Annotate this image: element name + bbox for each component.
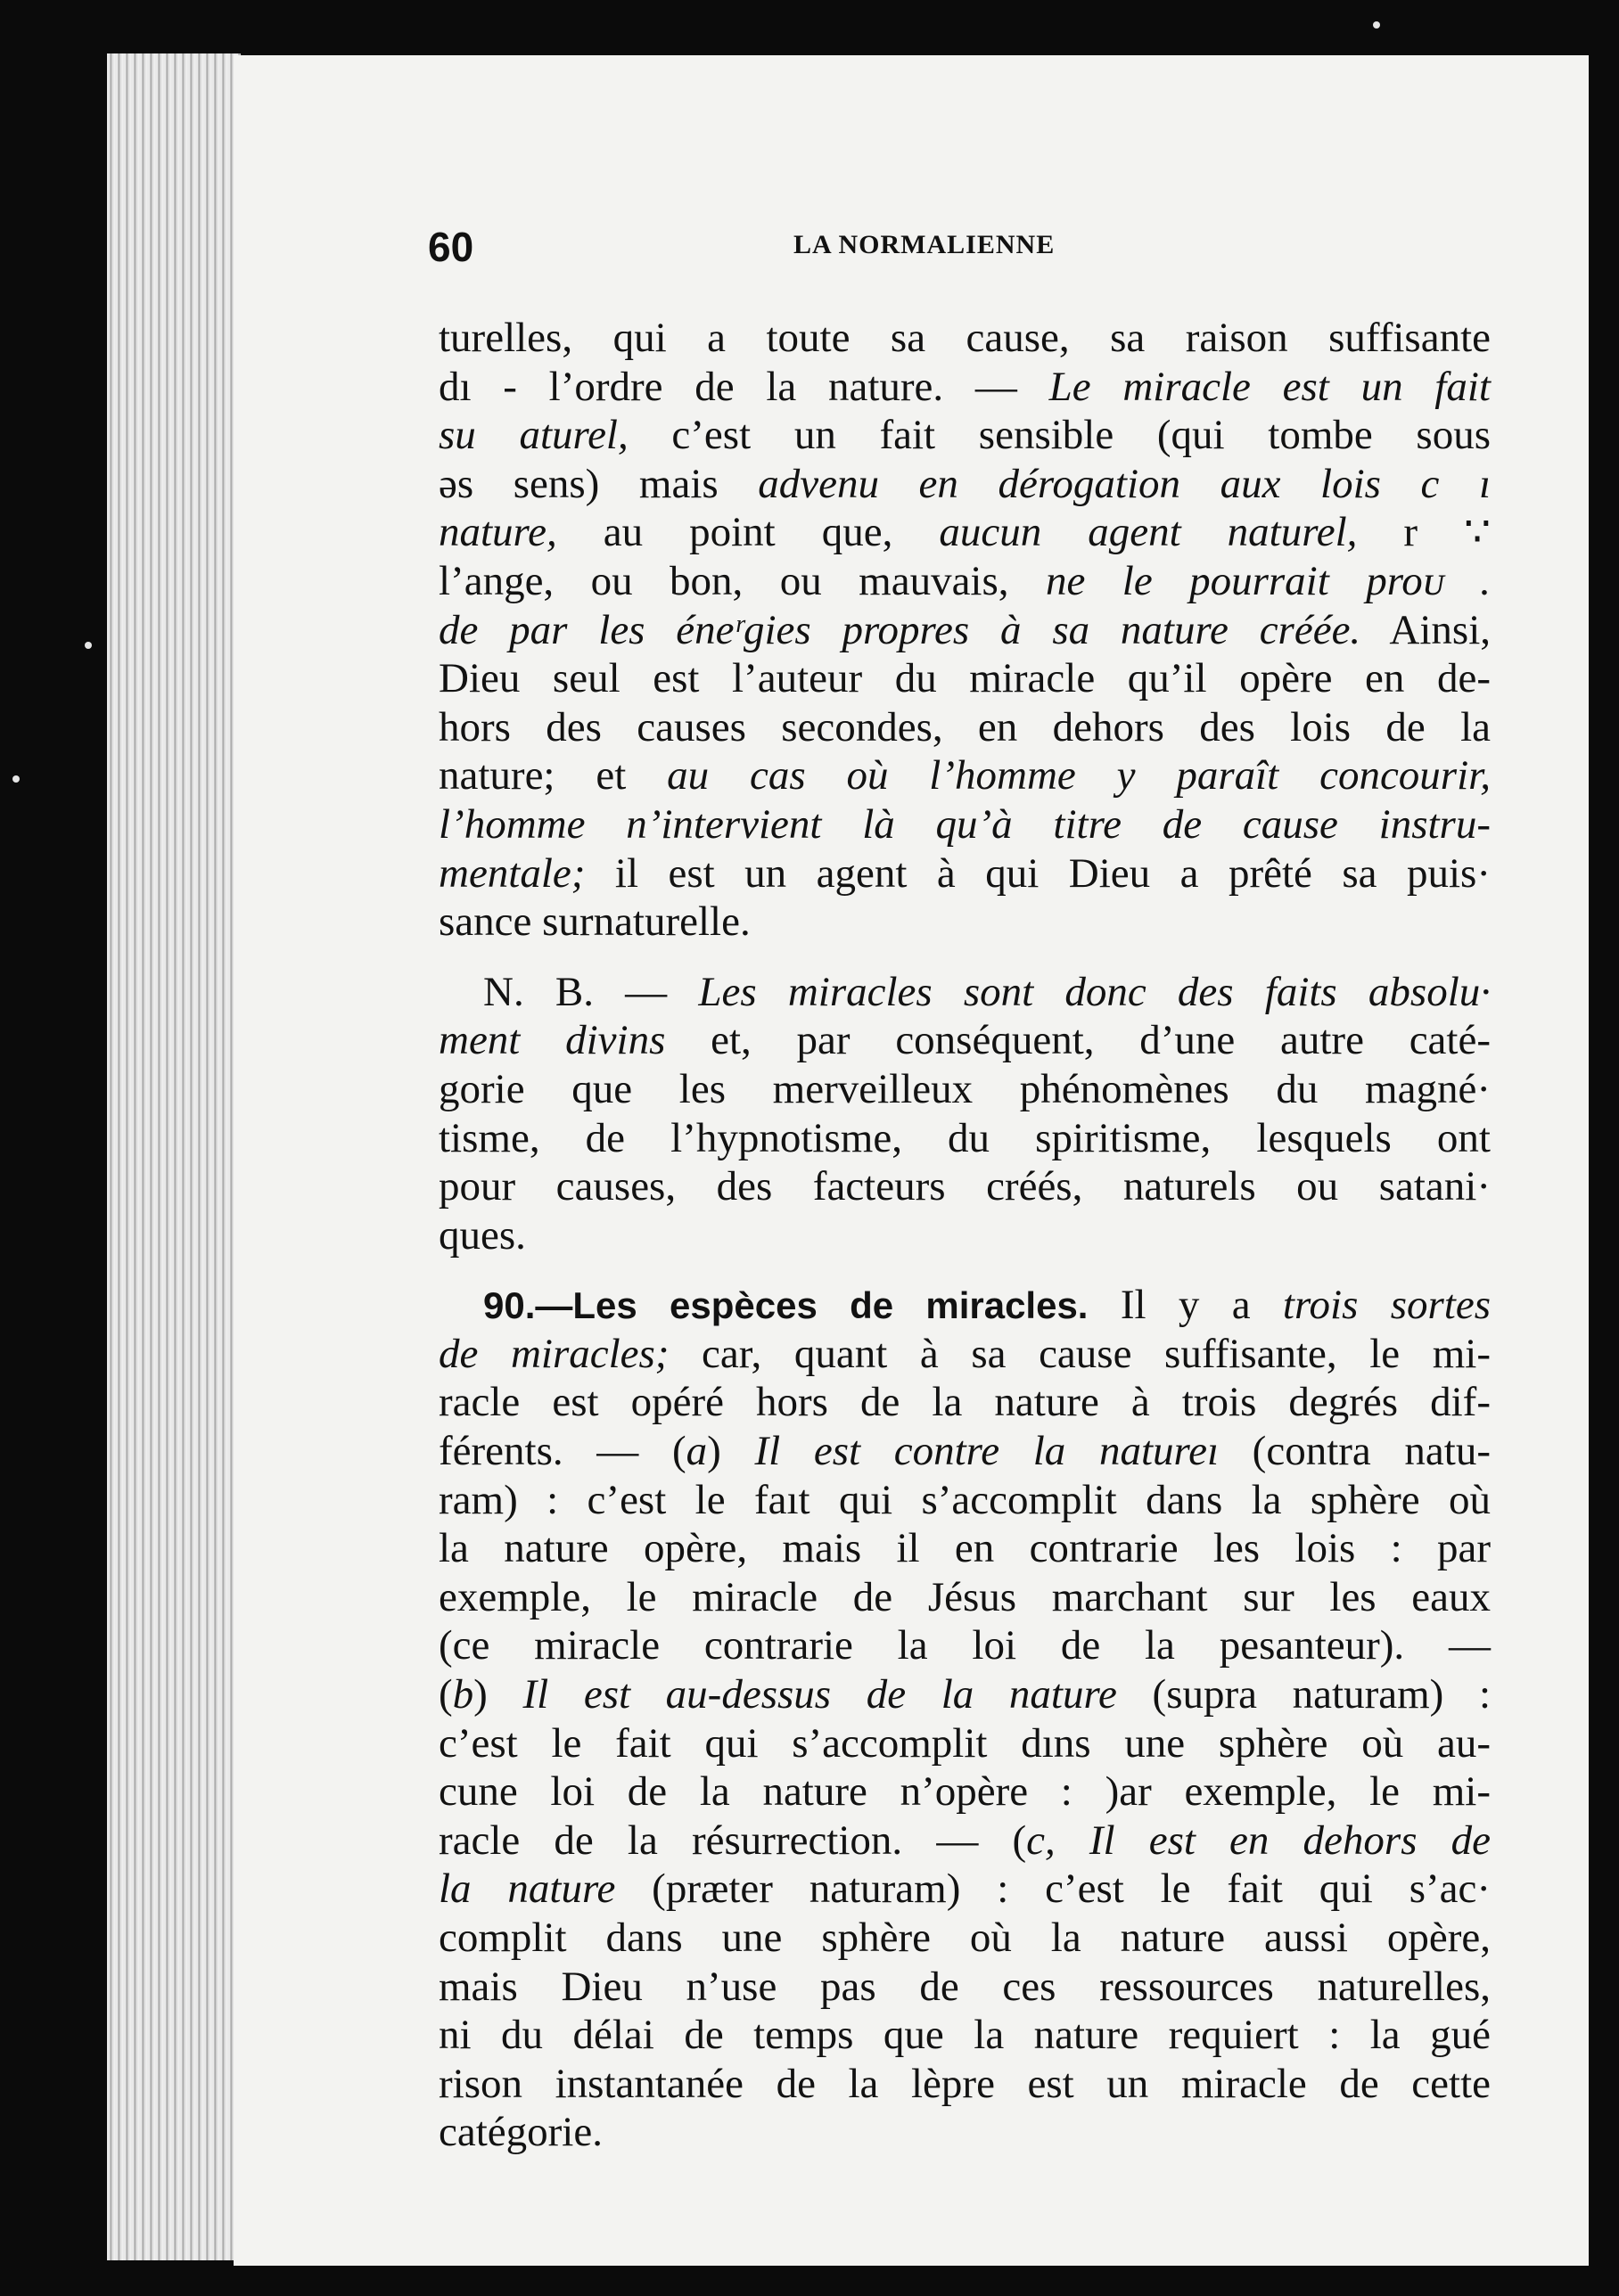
italic-text: l’homme n’intervient là qu’à titre de cause instru-	[439, 800, 1491, 848]
text-segment: l’ange, ou bon, ou mauvais,	[439, 557, 1046, 604]
text-line	[439, 1621, 1491, 1670]
text-segment: il est un agent à qui Dieu a prêté sa puis·	[585, 849, 1491, 897]
text-segment: rison instantanée de la lèpre est un miracle de cette	[439, 2060, 1491, 2107]
text-segment: hors des causes secondes, en dehors des lois de la	[439, 703, 1491, 750]
italic-text: trois sortes	[1282, 1282, 1491, 1329]
text-line	[439, 898, 1491, 947]
text-line	[439, 1865, 1491, 1914]
text-segment: )	[707, 1428, 755, 1475]
text-line	[439, 1114, 1491, 1163]
italic-text: Il est contre la natureı	[754, 1428, 1219, 1475]
text-segment: mais Dieu n’use pas de ces ressources naturelles,	[439, 1963, 1491, 2010]
text-line	[439, 2060, 1491, 2109]
text-line	[439, 1524, 1491, 1573]
text-line	[439, 557, 1491, 606]
text-segment: ques.	[439, 1211, 526, 1259]
text-segment: racle est opéré hors de la nature à trois degrés dif-	[439, 1379, 1491, 1426]
text-segment: c’est le fait qui s’accomplit dıns une sphère où au-	[439, 1719, 1491, 1767]
text-segment: car, quant à sa cause suffisante, le mi-	[669, 1330, 1492, 1377]
text-line	[439, 1281, 1491, 1330]
italic-text: au cas où l’homme y paraît concourir,	[667, 752, 1491, 800]
dust-speck	[12, 775, 20, 783]
body-text	[439, 314, 1491, 2157]
text-line	[439, 411, 1491, 460]
dust-speck	[85, 642, 92, 649]
italic-text: ment divins	[439, 1017, 666, 1064]
text-segment: et, par conséquent, d’une autre caté-	[665, 1017, 1491, 1064]
paragraph-gap	[439, 1259, 1491, 1281]
text-segment: r ∵	[1357, 509, 1491, 556]
text-line	[439, 1162, 1491, 1211]
text-segment: nature; et	[439, 752, 668, 800]
text-line	[439, 849, 1491, 898]
text-line	[439, 1476, 1491, 1525]
text-segment: exemple, le miracle de Jésus marchant sur les eaux	[439, 1573, 1491, 1620]
dust-speck	[1373, 21, 1380, 29]
text-segment: pour causes, des facteurs créés, naturels ou satani·	[439, 1163, 1491, 1210]
text-line	[439, 606, 1491, 655]
section-heading: 90.—Les espèces de miracles.	[483, 1284, 1089, 1327]
italic-text: de miracles;	[439, 1330, 670, 1377]
italic-text: Les miracles sont donc des faits absolu·	[698, 968, 1492, 1015]
text-segment: ram) : c’est le faıt qui s’accomplit dans la sphère où	[439, 1476, 1491, 1523]
text-line	[439, 314, 1491, 363]
text-line	[439, 1767, 1491, 1816]
text-line	[439, 751, 1491, 800]
text-segment: (contra natu-	[1219, 1428, 1492, 1475]
text-segment: tisme, de l’hypnotisme, du spiritisme, lesquels ont	[439, 1114, 1491, 1161]
text-segment: sance surnaturelle.	[439, 898, 751, 946]
text-segment: N. B. —	[483, 968, 699, 1015]
text-line	[439, 363, 1491, 412]
text-line	[439, 800, 1491, 849]
italic-text: ne le pourrait proᴜ .	[1045, 557, 1491, 604]
text-segment: la nature opère, mais il en contrarie les lois : par	[439, 1525, 1491, 1572]
text-line	[439, 1016, 1491, 1065]
text-segment: ni du délai de temps que la nature requiert : la gué	[439, 2012, 1491, 2059]
text-line	[439, 654, 1491, 703]
text-segment: complit dans une sphère où la nature aussi opère,	[439, 1915, 1491, 1961]
text-segment: cune loi de la nature n’opère : )ar exemple, le mi-	[439, 1768, 1491, 1816]
paragraph-gap	[439, 947, 1491, 968]
text-segment: turelles, qui a toute sa cause, sa raison suffisante	[439, 315, 1491, 361]
text-segment: Dieu seul est l’auteur du miracle qu’il opère en de-	[439, 655, 1491, 702]
text-line	[439, 1330, 1491, 1379]
text-line	[439, 1670, 1491, 1719]
text-line	[439, 968, 1491, 1017]
text-line	[439, 2011, 1491, 2060]
text-line	[439, 1963, 1491, 2012]
text-segment: Ainsi,	[1360, 606, 1492, 653]
italic-text: aucun agent naturel,	[939, 509, 1358, 556]
text-line	[439, 1719, 1491, 1768]
text-segment: əs sens) mais	[439, 460, 759, 507]
text-segment: racle de la résurrection. — (	[439, 1816, 1027, 1864]
text-segment: (	[439, 1671, 453, 1718]
text-segment: au point que,	[556, 509, 940, 556]
running-header	[428, 223, 1516, 303]
text-segment: Il y a	[1088, 1282, 1283, 1329]
text-segment: (ce miracle contrarie la loi de la pesanteur). —	[439, 1622, 1491, 1669]
italic-text: advenu en dérogation aux lois c ı	[758, 460, 1492, 507]
text-line	[439, 1065, 1491, 1114]
italic-text: de par les éneʳgies propres à sa nature créée.	[439, 606, 1361, 653]
text-segment: (supra naturam) :	[1116, 1671, 1492, 1718]
text-segment: catégorie.	[439, 2109, 603, 2156]
text-segment: dı - l’ordre de la nature. —	[439, 363, 1049, 410]
text-line	[439, 1427, 1491, 1476]
italic-text: ѕu aturel,	[439, 412, 629, 459]
italic-text: nature,	[439, 509, 557, 556]
text-line	[439, 1914, 1491, 1963]
running-title: LA NORMALIENNE	[793, 230, 1056, 259]
text-segment: c’est un fait sensible (qui tombe sous	[628, 412, 1491, 459]
text-segment: (præter naturam) : c’est le fait qui s’ac·	[615, 1866, 1492, 1913]
text-line	[439, 1378, 1491, 1427]
text-line	[439, 460, 1491, 509]
italic-text: Il est au-dessus de la nature	[522, 1671, 1117, 1718]
italic-text: a	[686, 1428, 708, 1475]
text-segment: férents. — (	[439, 1428, 686, 1475]
text-line	[439, 1211, 1491, 1260]
italic-text: Le miracle est un fait	[1048, 363, 1491, 410]
page-number: 60	[428, 224, 474, 270]
text-line	[439, 508, 1491, 557]
text-line	[439, 1573, 1491, 1622]
text-line	[439, 2108, 1491, 2157]
italic-text: la nature	[439, 1866, 616, 1913]
italic-text: b	[452, 1671, 474, 1718]
text-line	[439, 703, 1491, 752]
text-segment: gorie que les merveilleux phénomènes du magné·	[439, 1065, 1491, 1112]
italic-text: c, Il est en dehors de	[1026, 1816, 1491, 1864]
italic-text: mentale;	[439, 849, 586, 897]
page-edge-stack	[107, 53, 241, 2260]
text-segment: )	[473, 1671, 523, 1718]
text-line	[439, 1816, 1491, 1866]
